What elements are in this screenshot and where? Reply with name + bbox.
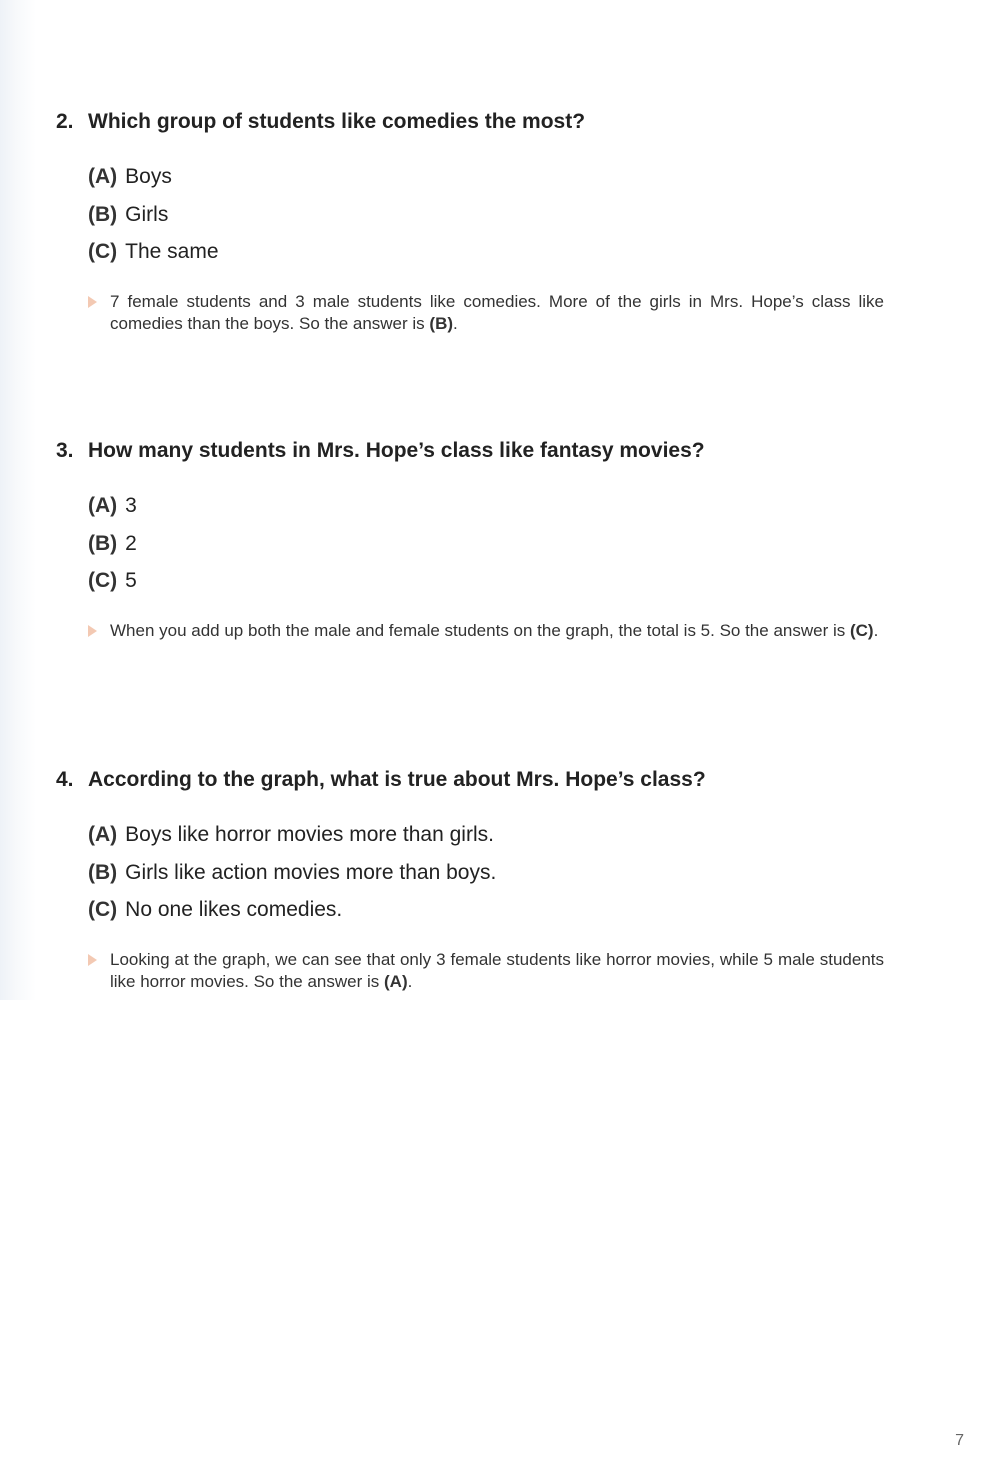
- option-b: [88, 854, 896, 892]
- explanation: [110, 291, 896, 335]
- explanation-answer: (C): [849, 620, 874, 640]
- option-letter: (A): [88, 494, 118, 517]
- option-a: [88, 158, 896, 196]
- option-letter: (B): [88, 531, 118, 555]
- triangle-bullet-icon: [88, 954, 97, 966]
- option-letter: (A): [88, 165, 118, 188]
- explanation-text: When you add up both the male and female students on the graph, the total is 5. So the answer is: [110, 620, 850, 640]
- option-b: [88, 196, 896, 234]
- option-text: Girls like action movies more than boys.: [125, 860, 497, 884]
- option-text: 3: [125, 494, 137, 517]
- option-letter: (B): [88, 202, 118, 226]
- explanation: [110, 620, 896, 642]
- question-number: 3.: [56, 439, 74, 462]
- option-text: No one likes comedies.: [125, 898, 343, 921]
- explanation-end: .: [407, 971, 413, 991]
- option-text: The same: [125, 240, 219, 263]
- explanation-text: Looking at the graph, we can see that only 3 female students like horror movies, while 5 male students like horror movies. So the answer is: [110, 949, 884, 991]
- option-letter: (C): [88, 240, 118, 263]
- option-text: Boys: [125, 165, 172, 188]
- explanation-end: .: [453, 313, 458, 333]
- option-text: Girls: [125, 202, 169, 226]
- page-number: 7: [955, 1432, 964, 1449]
- option-b: [88, 525, 896, 563]
- option-c: [88, 562, 896, 600]
- option-a: [88, 816, 896, 854]
- option-text: 5: [125, 569, 137, 592]
- question-number: 2.: [56, 110, 74, 133]
- answer-options: [88, 158, 896, 271]
- question-text: How many students in Mrs. Hope’s class like fantasy movies?: [88, 439, 705, 462]
- triangle-bullet-icon: [88, 296, 97, 308]
- question-text: According to the graph, what is true about Mrs. Hope’s class?: [88, 768, 706, 791]
- option-c: [88, 891, 896, 929]
- answer-options: [88, 487, 896, 600]
- question-title: [56, 439, 896, 463]
- option-letter: (A): [88, 823, 118, 846]
- explanation-text: 7 female students and 3 male students like comedies. More of the girls in Mrs. Hope’s class like comedies than the boys. So the answer is: [110, 291, 884, 333]
- question-title: [56, 110, 896, 134]
- option-c: [88, 233, 896, 271]
- explanation: [110, 949, 896, 993]
- explanation-answer: (A): [384, 971, 408, 991]
- answer-options: [88, 816, 896, 929]
- page-edge-shadow: [0, 0, 36, 1000]
- explanation-answer: (B): [429, 313, 454, 333]
- option-letter: (C): [88, 569, 118, 592]
- question-4: [56, 768, 896, 993]
- option-text: 2: [125, 531, 137, 555]
- question-2: [56, 110, 896, 335]
- explanation-end: .: [873, 620, 879, 640]
- option-letter: (B): [88, 860, 118, 884]
- question-title: [56, 768, 896, 792]
- option-letter: (C): [88, 898, 118, 921]
- question-text: Which group of students like comedies the most?: [88, 110, 586, 133]
- question-number: 4.: [56, 768, 74, 791]
- triangle-bullet-icon: [88, 625, 97, 637]
- question-3: [56, 439, 896, 642]
- option-text: Boys like horror movies more than girls.: [125, 823, 494, 846]
- option-a: [88, 487, 896, 525]
